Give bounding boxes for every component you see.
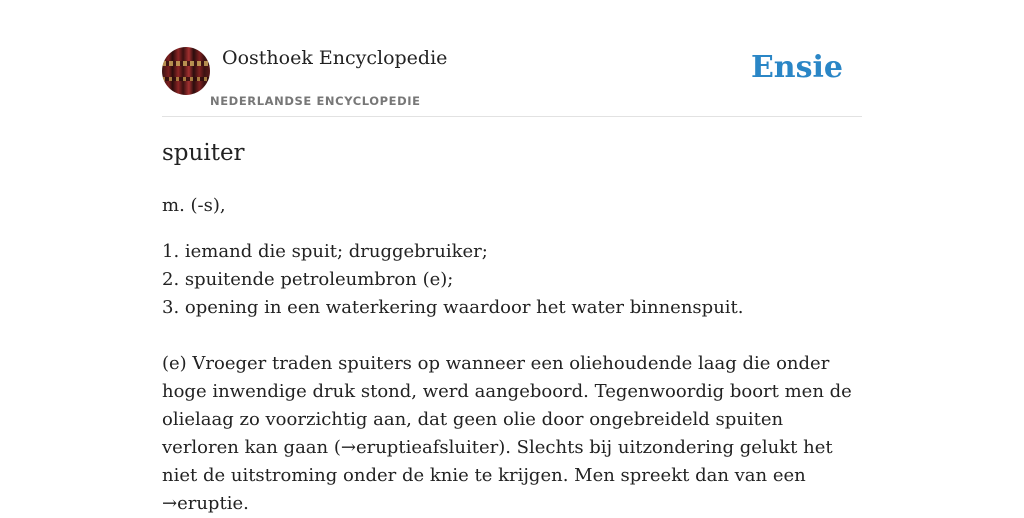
definition-item: 3. opening in een waterkering waardoor het water binnenspuit.	[162, 297, 744, 318]
body-text: (e) Vroeger traden spuiters op wanneer een oliehoudende laag die onder hoge inwendige druk stond, werd aangeboord. Tegenwoordig boort men de olielaag zo voorzichtig aan, dat geen olie door ongebreideld spuiten verloren kan gaan (	[162, 353, 852, 458]
source-title[interactable]: Oosthoek Encyclopedie	[222, 47, 448, 69]
link-eruptieafsluiter[interactable]: →eruptieafsluiter	[340, 437, 499, 458]
book-covers-avatar[interactable]	[162, 47, 210, 95]
brand-logo[interactable]: Ensie	[750, 50, 843, 85]
body-text: ). Slechts bij uitzondering gelukt het niet de uitstroming onder de knie te krijgen. Men spreekt dan van een	[162, 437, 833, 486]
grammar-note: m. (-s),	[162, 195, 226, 216]
source-subtitle: NEDERLANDSE ENCYCLOPEDIE	[210, 94, 421, 108]
body-text: .	[243, 493, 249, 514]
definition-list	[162, 238, 862, 322]
entry-title: spuiter	[162, 140, 245, 166]
definition-item: 2. spuitende petroleumbron (e);	[162, 269, 454, 290]
site-header	[162, 46, 862, 117]
definition-item: 1. iemand die spuit; druggebruiker;	[162, 241, 488, 262]
entry-body	[162, 350, 862, 518]
link-eruptie[interactable]: →eruptie	[162, 493, 244, 514]
entry-content	[162, 192, 862, 518]
